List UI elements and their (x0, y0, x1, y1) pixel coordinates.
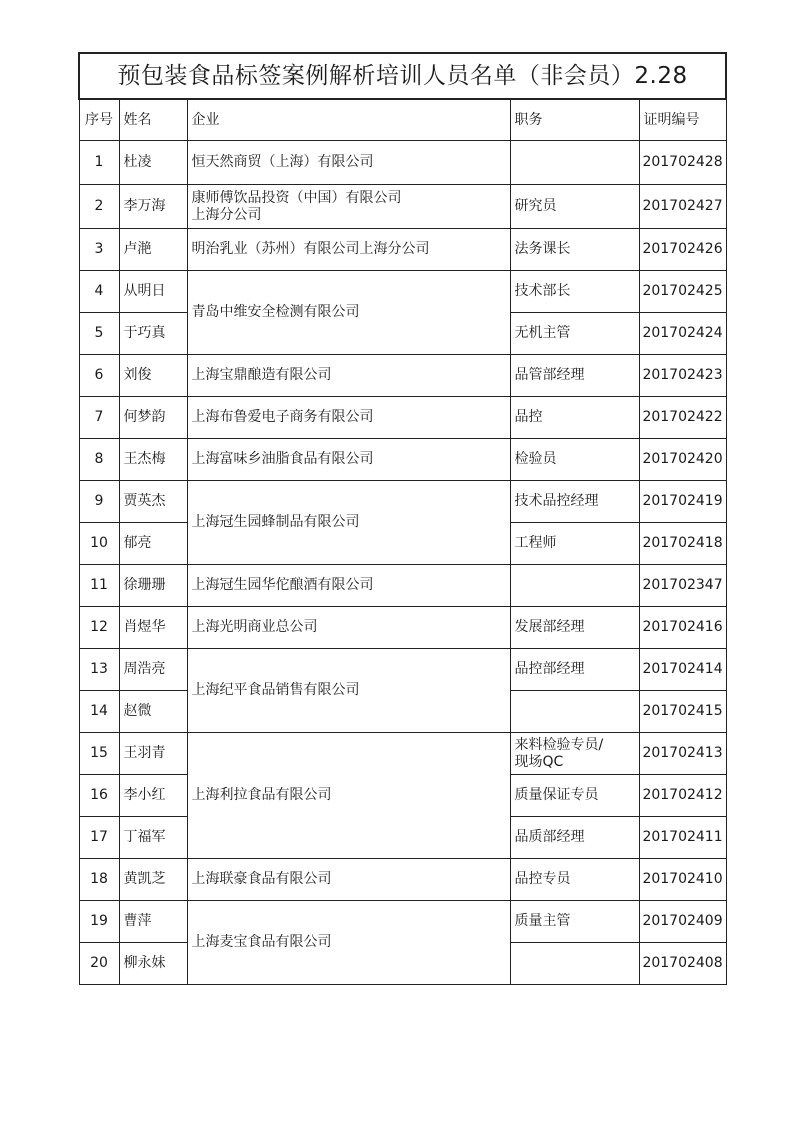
row-no: 9 (79, 481, 119, 523)
row-name: 郁亮 (119, 523, 187, 565)
row-name: 曹萍 (119, 901, 187, 943)
row-cert: 201702425 (639, 271, 726, 313)
row-company: 上海布鲁爱电子商务有限公司 (187, 397, 510, 439)
row-name: 肖煜华 (119, 607, 187, 649)
row-name: 李小红 (119, 775, 187, 817)
row-position: 发展部经理 (510, 607, 639, 649)
row-cert: 201702416 (639, 607, 726, 649)
table-row (79, 271, 726, 313)
row-company: 上海宝鼎酿造有限公司 (187, 355, 510, 397)
row-cert: 201702414 (639, 649, 726, 691)
row-name: 卢滟 (119, 229, 187, 271)
row-cert: 201702428 (639, 141, 726, 185)
row-position: 法务课长 (510, 229, 639, 271)
row-position: 检验员 (510, 439, 639, 481)
header-row (79, 99, 726, 141)
header-no: 序号 (79, 99, 119, 141)
table-row (79, 607, 726, 649)
row-no: 1 (79, 141, 119, 185)
row-cert: 201702408 (639, 943, 726, 985)
row-company: 青岛中维安全检测有限公司 (187, 271, 510, 355)
row-cert: 201702426 (639, 229, 726, 271)
header-cert: 证明编号 (639, 99, 726, 141)
table-row (79, 733, 726, 775)
row-no: 2 (79, 185, 119, 229)
row-company: 上海纪平食品销售有限公司 (187, 649, 510, 733)
table-row (79, 901, 726, 943)
table-row (79, 185, 726, 229)
row-position-line: 来料检验专员/ (514, 736, 604, 753)
row-company (187, 185, 510, 229)
table-row (79, 859, 726, 901)
row-name: 丁福军 (119, 817, 187, 859)
row-no: 6 (79, 355, 119, 397)
row-company: 上海富味乡油脂食品有限公司 (187, 439, 510, 481)
row-no: 5 (79, 313, 119, 355)
row-company: 恒天然商贸（上海）有限公司 (187, 141, 510, 185)
table-row (79, 229, 726, 271)
row-company-line: 上海分公司 (191, 206, 262, 223)
row-no: 15 (79, 733, 119, 775)
row-name: 何梦韵 (119, 397, 187, 439)
row-name: 柳永妹 (119, 943, 187, 985)
row-no: 10 (79, 523, 119, 565)
row-name: 从明日 (119, 271, 187, 313)
row-name: 周浩亮 (119, 649, 187, 691)
row-position (510, 943, 639, 985)
row-company: 上海冠生园蜂制品有限公司 (187, 481, 510, 565)
row-cert: 201702411 (639, 817, 726, 859)
row-position: 品控部经理 (510, 649, 639, 691)
row-no: 18 (79, 859, 119, 901)
row-company: 明治乳业（苏州）有限公司上海分公司 (187, 229, 510, 271)
row-cert: 201702413 (639, 733, 726, 775)
row-position (510, 733, 639, 775)
table-row (79, 649, 726, 691)
roster-sheet (78, 52, 725, 985)
row-company: 上海麦宝食品有限公司 (187, 901, 510, 985)
row-position (510, 565, 639, 607)
row-no: 19 (79, 901, 119, 943)
row-name: 赵微 (119, 691, 187, 733)
row-cert: 201702420 (639, 439, 726, 481)
header-position: 职务 (510, 99, 639, 141)
row-cert: 201702412 (639, 775, 726, 817)
row-cert: 201702415 (639, 691, 726, 733)
table-row (79, 439, 726, 481)
row-name: 黄凯芝 (119, 859, 187, 901)
row-no: 3 (79, 229, 119, 271)
row-company: 上海冠生园华佗酿酒有限公司 (187, 565, 510, 607)
row-name: 王杰梅 (119, 439, 187, 481)
document-title: 预包装食品标签案例解析培训人员名单（非会员）2.28 (79, 53, 726, 99)
row-position: 技术部长 (510, 271, 639, 313)
row-no: 7 (79, 397, 119, 439)
row-cert: 201702419 (639, 481, 726, 523)
row-cert: 201702423 (639, 355, 726, 397)
row-no: 20 (79, 943, 119, 985)
row-position: 品管部经理 (510, 355, 639, 397)
header-name: 姓名 (119, 99, 187, 141)
header-company: 企业 (187, 99, 510, 141)
row-position: 研究员 (510, 185, 639, 229)
row-no: 12 (79, 607, 119, 649)
row-position: 质量主管 (510, 901, 639, 943)
row-position: 技术品控经理 (510, 481, 639, 523)
row-cert: 201702418 (639, 523, 726, 565)
row-position (510, 691, 639, 733)
row-name: 王羽青 (119, 733, 187, 775)
row-cert: 201702409 (639, 901, 726, 943)
row-no: 8 (79, 439, 119, 481)
row-company-line: 康师傅饮品投资（中国）有限公司 (191, 189, 402, 206)
row-cert: 201702424 (639, 313, 726, 355)
table-row (79, 481, 726, 523)
row-position-line: 现场QC (514, 753, 564, 770)
row-company: 上海联豪食品有限公司 (187, 859, 510, 901)
row-name: 刘俊 (119, 355, 187, 397)
row-position: 工程师 (510, 523, 639, 565)
row-cert: 201702422 (639, 397, 726, 439)
table-row (79, 565, 726, 607)
row-no: 11 (79, 565, 119, 607)
row-cert: 201702427 (639, 185, 726, 229)
table-row (79, 397, 726, 439)
row-cert: 201702410 (639, 859, 726, 901)
row-name: 杜凌 (119, 141, 187, 185)
row-name: 于巧真 (119, 313, 187, 355)
row-company: 上海利拉食品有限公司 (187, 733, 510, 859)
title-row (79, 53, 726, 99)
row-position: 品质部经理 (510, 817, 639, 859)
row-no: 13 (79, 649, 119, 691)
row-company: 上海光明商业总公司 (187, 607, 510, 649)
row-position: 无机主管 (510, 313, 639, 355)
row-position: 品控专员 (510, 859, 639, 901)
roster-table (78, 52, 727, 985)
row-name: 贾英杰 (119, 481, 187, 523)
table-row (79, 141, 726, 185)
row-position (510, 141, 639, 185)
row-cert: 201702347 (639, 565, 726, 607)
row-name: 徐珊珊 (119, 565, 187, 607)
row-position: 质量保证专员 (510, 775, 639, 817)
row-no: 16 (79, 775, 119, 817)
row-no: 17 (79, 817, 119, 859)
row-no: 14 (79, 691, 119, 733)
row-no: 4 (79, 271, 119, 313)
table-row (79, 355, 726, 397)
row-position: 品控 (510, 397, 639, 439)
row-name: 李万海 (119, 185, 187, 229)
